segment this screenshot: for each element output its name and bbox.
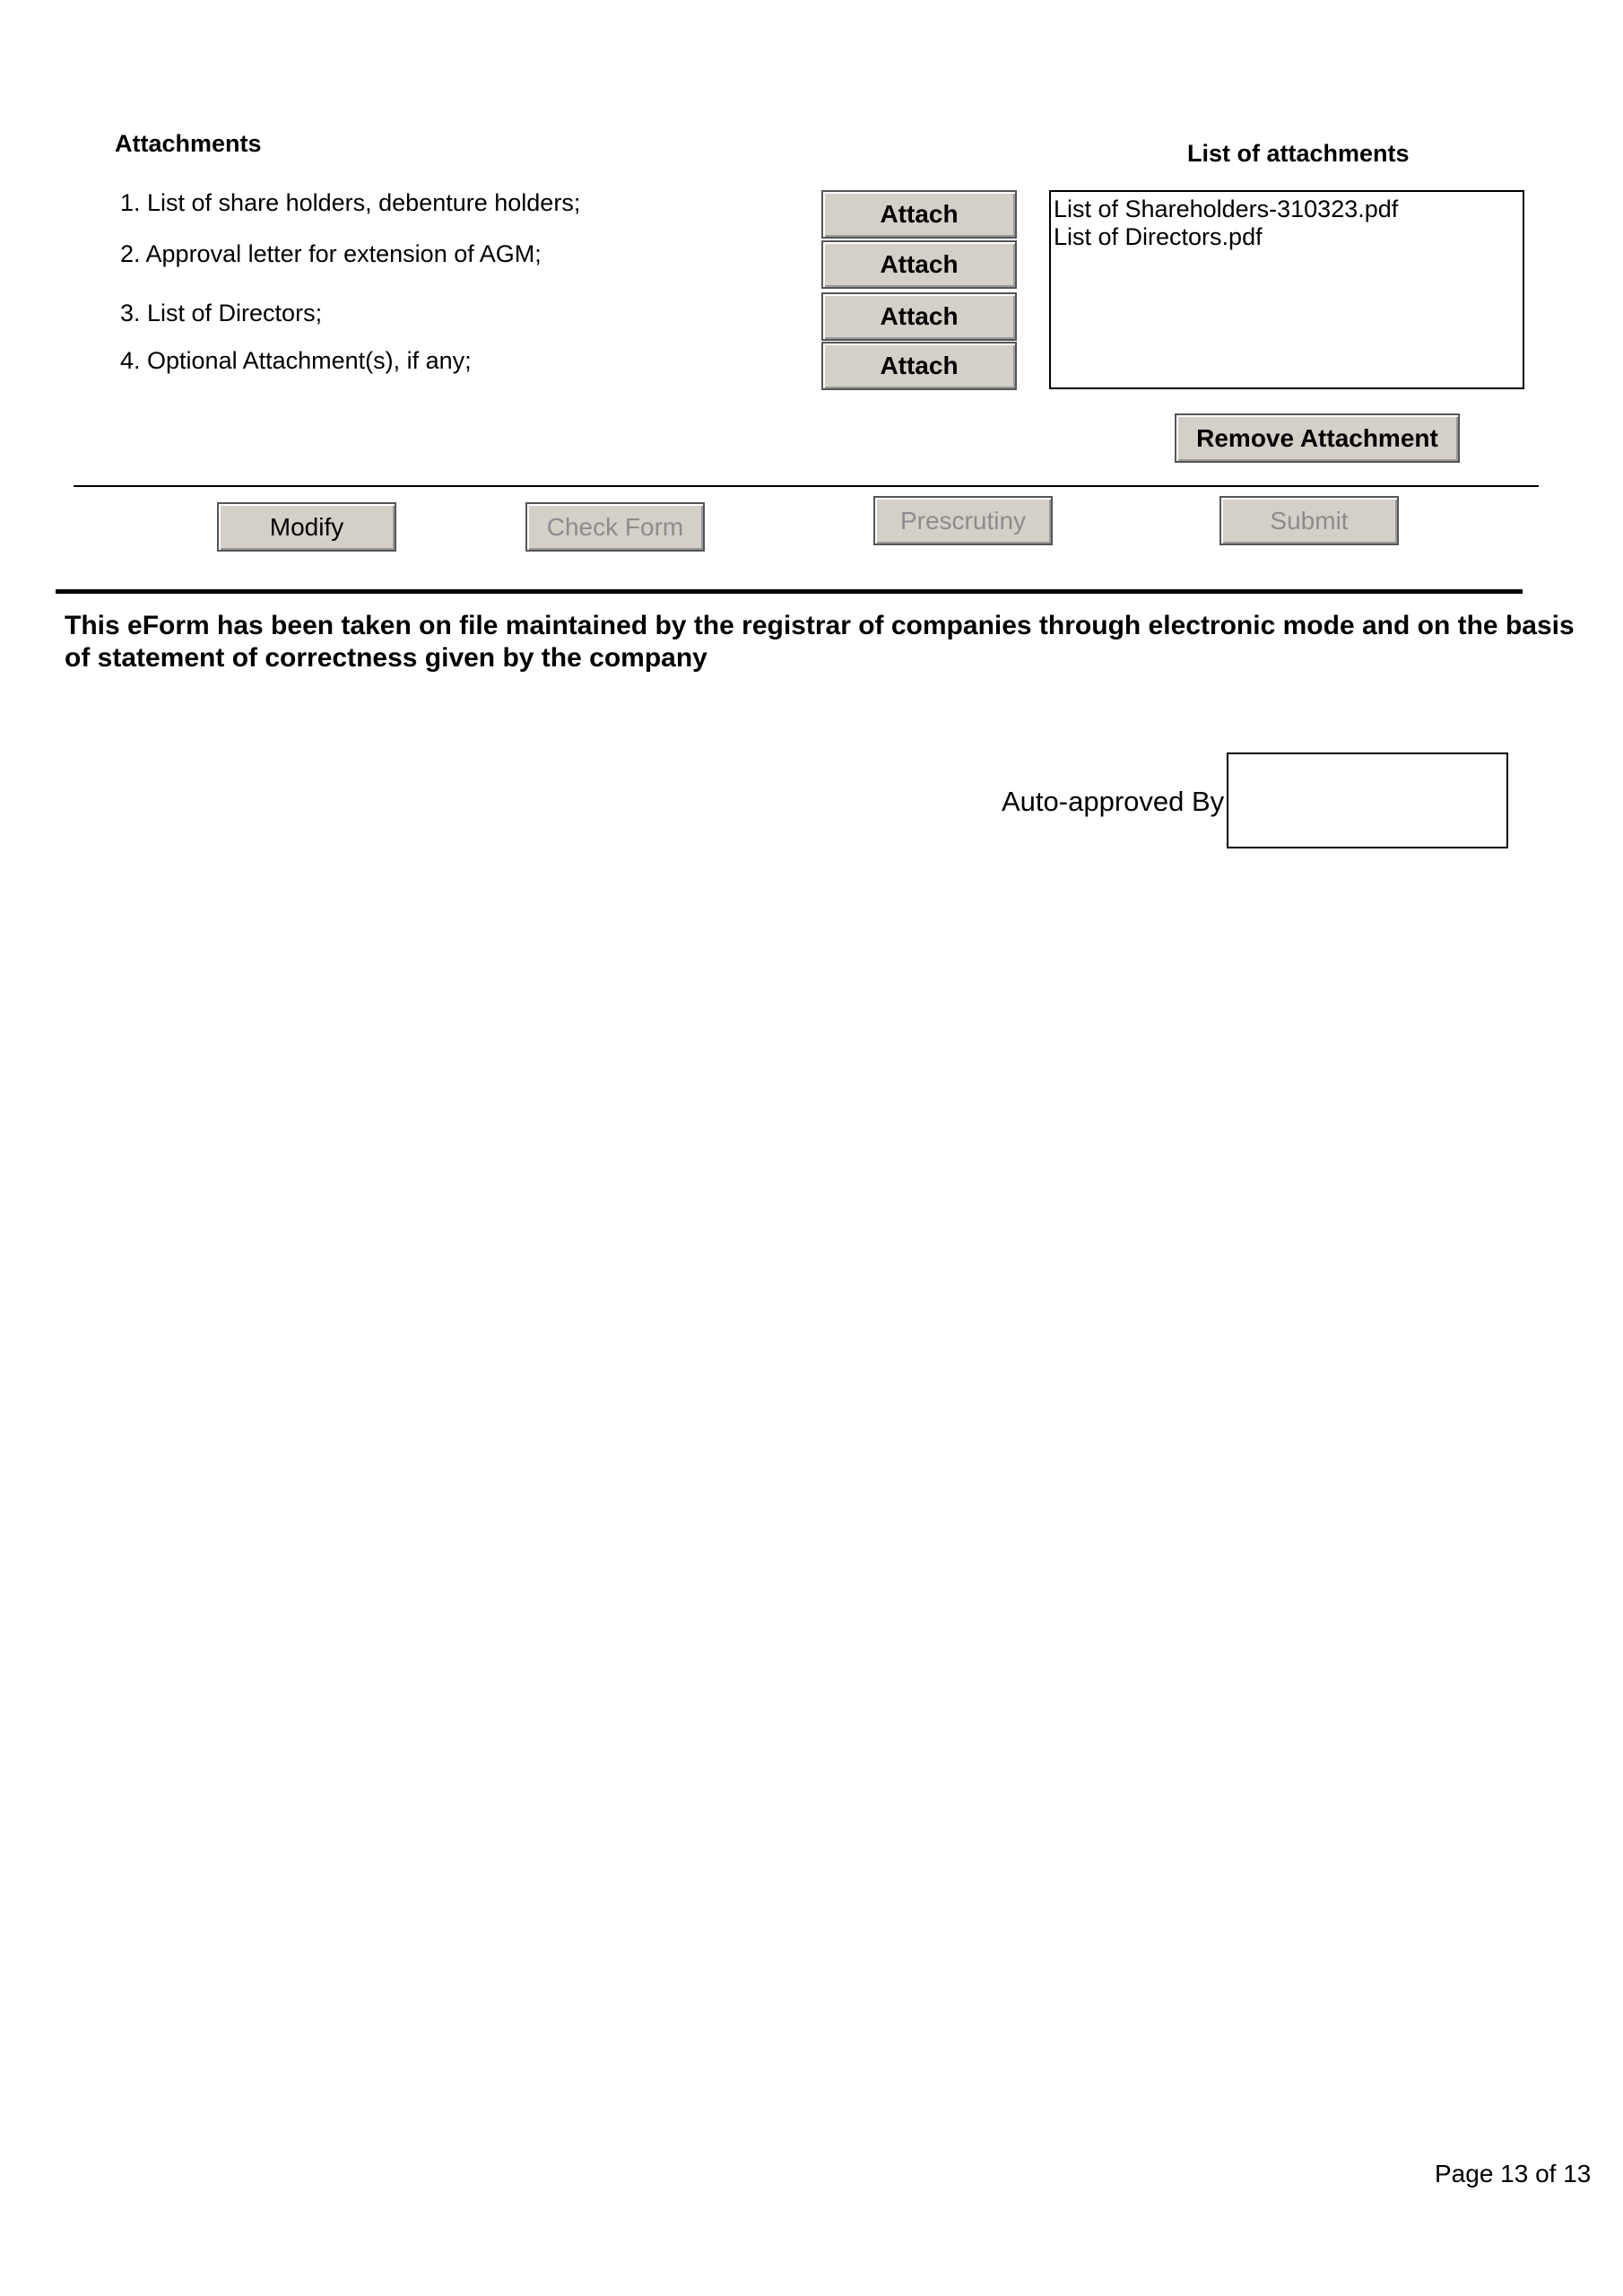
list-of-attachments-heading: List of attachments [1187, 140, 1410, 167]
check-form-button[interactable]: Check Form [525, 502, 705, 552]
form-end-divider [56, 589, 1523, 594]
filing-statement: This eForm has been taken on file maintained by the registrar of companies through electronic mode and on the basis of statement of correctness given by the company [65, 611, 1575, 673]
attachment-item-1: 1. List of share holders, debenture holders; [120, 189, 581, 216]
section-divider [74, 485, 1539, 487]
attachment-item-4: 4. Optional Attachment(s), if any; [120, 347, 472, 374]
attachment-file-1[interactable]: List of Shareholders-310323.pdf [1054, 196, 1399, 222]
attachment-item-2: 2. Approval letter for extension of AGM; [120, 240, 542, 267]
attachments-listbox[interactable] [1049, 190, 1524, 389]
attachment-file-2[interactable]: List of Directors.pdf [1054, 223, 1263, 250]
auto-approved-box [1227, 752, 1508, 848]
attachment-item-3: 3. List of Directors; [120, 300, 323, 326]
attach-button-4[interactable]: Attach [821, 342, 1017, 390]
prescrutiny-button[interactable]: Prescrutiny [873, 496, 1053, 545]
page-number: Page 13 of 13 [1435, 2160, 1592, 2187]
attachments-heading: Attachments [115, 130, 262, 157]
attach-button-2[interactable]: Attach [821, 240, 1017, 289]
modify-button[interactable]: Modify [217, 502, 396, 552]
submit-button[interactable]: Submit [1219, 496, 1399, 545]
attach-button-3[interactable]: Attach [821, 292, 1017, 341]
remove-attachment-button[interactable]: Remove Attachment [1175, 413, 1460, 463]
auto-approved-label: Auto-approved By [1002, 786, 1225, 817]
attach-button-1[interactable]: Attach [821, 190, 1017, 239]
